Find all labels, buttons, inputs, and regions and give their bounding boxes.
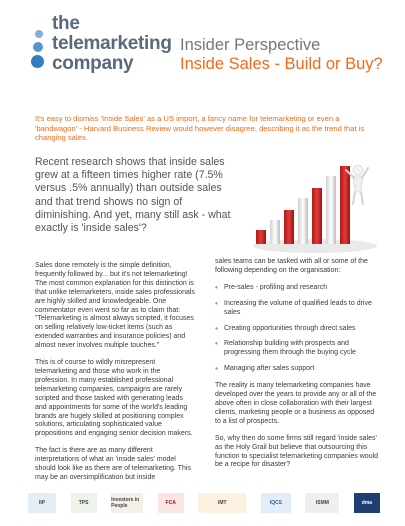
footer-badge: IMT bbox=[198, 493, 246, 513]
list-item bbox=[215, 365, 380, 374]
left-column bbox=[35, 262, 195, 491]
footer-badge: IIP bbox=[28, 493, 56, 513]
body-paragraph: So, why then do some firms still regard 'inside sales' as the Holy Grail but believe that outsourcing this function to specialist telemarketing companies would be a recipe for disaster? bbox=[215, 434, 379, 469]
list-item-text: Relationship building with prospects and progressing them through the buying cycle bbox=[224, 340, 356, 357]
body-paragraph: The fact is there are as many different interpretations of what an 'inside sales' model should look like as there are of telemarketing. This may be an oversimplification but inside bbox=[35, 447, 191, 481]
bullet-icon: • bbox=[215, 364, 218, 374]
page-title: Insider Perspective bbox=[180, 36, 321, 54]
list-item-text: Managing after sales support bbox=[224, 365, 315, 373]
lead-paragraph bbox=[35, 156, 235, 235]
body-paragraph: sales teams can be tasked with all or some of the following depending on the organisation: bbox=[215, 258, 368, 274]
bullet-icon: • bbox=[215, 282, 218, 292]
list-item-text: Pre-sales - profiling and research bbox=[224, 283, 328, 291]
footer-badge: ISMM bbox=[305, 493, 339, 513]
body-paragraph: Sales done remotely is the simple definition, frequently followed by... but it's not telemarketing! The most common explanation for this distinction is that unlike telemarketers, inside sales professionals are highly skilled and knowledgeable. One commentator even went so far as to claim that: "Telemarketing is almost always scripted, it focuses on selling relatively low-ticket items (such as extended warranties and insurance policies) and almost never involves multiple touches." bbox=[35, 262, 195, 350]
footer-badge: TPS bbox=[71, 493, 97, 513]
page-subtitle: Inside Sales - Build or Buy? bbox=[180, 55, 383, 73]
intro-paragraph: It's easy to dismiss 'Inside Sales' as a US import, a fancy name for telemarketing or even a 'bandwagon' - Harvard Business Review would however disagree, describing it as the trend that is changing sales. bbox=[35, 114, 365, 143]
bullet-icon: • bbox=[215, 298, 218, 308]
list-item-text: Increasing the volume of qualified leads to drive sales bbox=[224, 299, 372, 316]
company-logo bbox=[30, 12, 172, 82]
accreditation-footer bbox=[28, 492, 380, 514]
logo-line: telemarketing bbox=[52, 33, 172, 54]
lead-text: Recent research shows that inside sales grew at a fifteen times higher rate (7.5% versus .5% annually) than outside sales and that trend shows no sign of diminishing. And yet, many still ask - what exactly is 'inside sales'? bbox=[35, 156, 231, 235]
growth-bars-illustration bbox=[250, 150, 380, 255]
list-item-text: Creating opportunities through direct sales bbox=[224, 324, 356, 332]
footer-badge: FCA bbox=[158, 493, 184, 513]
footer-badge: Investors in People bbox=[111, 493, 143, 513]
logo-line: the bbox=[52, 13, 80, 34]
footer-badge: dma bbox=[354, 493, 380, 513]
list-item bbox=[215, 340, 380, 358]
body-paragraph: The reality is many telemarketing companies have developed over the years to provide any or all of the above often in close collaboration with their largest clients, marketing people or a business as opposed to a list of prospects. bbox=[215, 382, 377, 425]
logo-line: company bbox=[52, 53, 134, 74]
right-column bbox=[215, 258, 380, 478]
list-item bbox=[215, 284, 380, 293]
bullet-icon: • bbox=[215, 339, 218, 349]
footer-badge: IQCS bbox=[261, 493, 291, 513]
logo-dots-icon bbox=[30, 22, 50, 78]
task-list bbox=[215, 284, 380, 374]
bullet-icon: • bbox=[215, 323, 218, 333]
list-item bbox=[215, 300, 380, 318]
logo-wordmark bbox=[52, 14, 172, 74]
body-paragraph: This is of course to wildly misrepresent telemarketing and those who work in the profession. In many established professional telemarketing companies, campaigns are rarely scripted and those tasked with generating leads and appointments for some of the world's leading brands are hugely skilled at positioning complex solutions, articulating sophisticated value propositions and engaging senior decision makers. bbox=[35, 359, 193, 438]
list-item bbox=[215, 325, 380, 334]
